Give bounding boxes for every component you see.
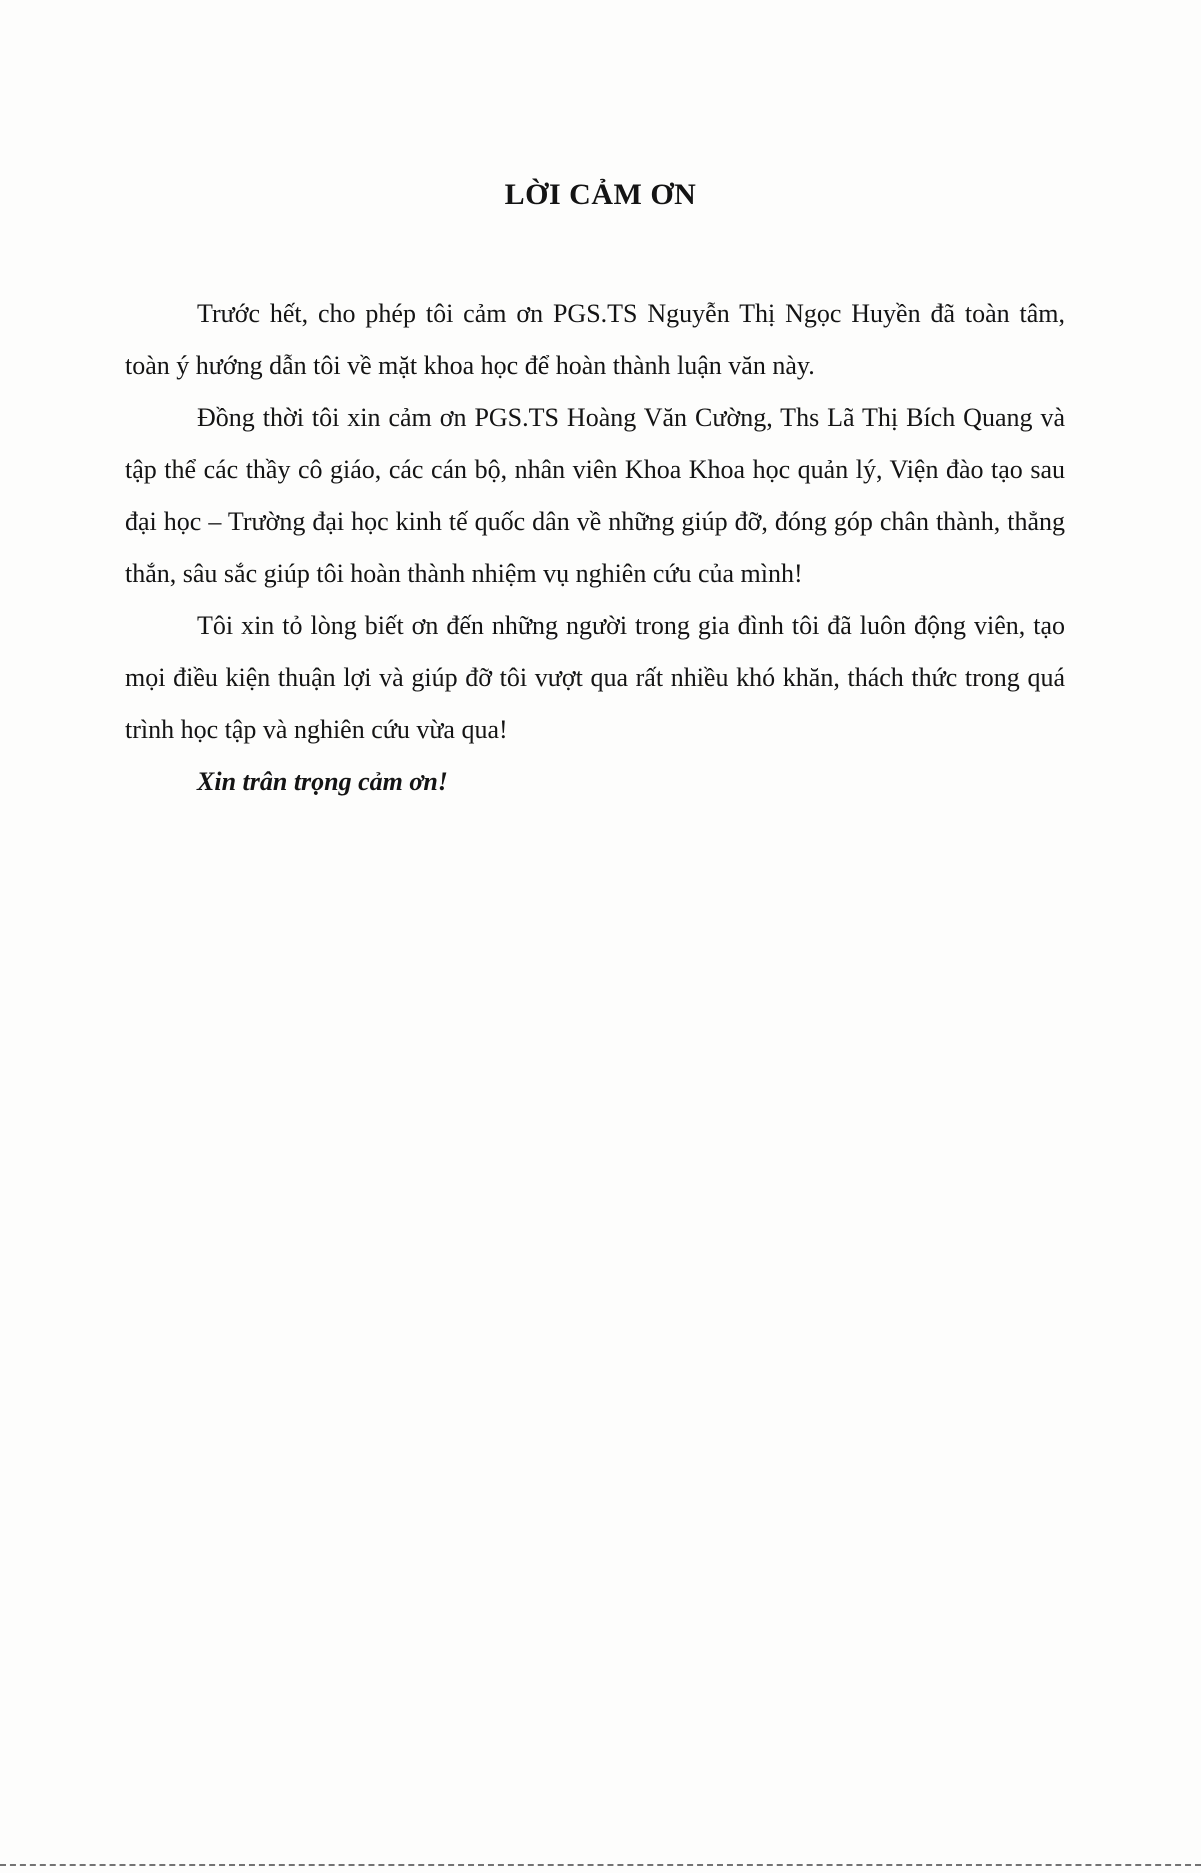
scan-bottom-edge <box>0 1864 1201 1866</box>
paragraph-1: Trước hết, cho phép tôi cảm ơn PGS.TS Nguyễn Thị Ngọc Huyền đã toàn tâm, toàn ý hướng dẫn tôi về mặt khoa học để hoàn thành luận văn này. <box>125 299 1065 380</box>
page-title: LỜI CẢM ƠN <box>504 178 697 211</box>
closing-line: Xin trân trọng cảm ơn! <box>197 767 448 796</box>
paragraph-3: Tôi xin tỏ lòng biết ơn đến những người trong gia đình tôi đã luôn động viên, tạo mọi điều kiện thuận lợi và giúp đỡ tôi vượt qua rất nhiều khó khăn, thách thức trong quá trình học tập và nghiên cứu vừa qua! <box>125 611 1065 744</box>
paragraph-2: Đồng thời tôi xin cảm ơn PGS.TS Hoàng Văn Cường, Ths Lã Thị Bích Quang và tập thể các thầy cô giáo, các cán bộ, nhân viên Khoa Khoa học quản lý, Viện đào tạo sau đại học – Trường đại học kinh tế quốc dân về những giúp đỡ, đóng góp chân thành, thẳng thắn, sâu sắc giúp tôi hoàn thành nhiệm vụ nghiên cứu của mình! <box>125 403 1065 588</box>
acknowledgement-body <box>125 288 1065 808</box>
